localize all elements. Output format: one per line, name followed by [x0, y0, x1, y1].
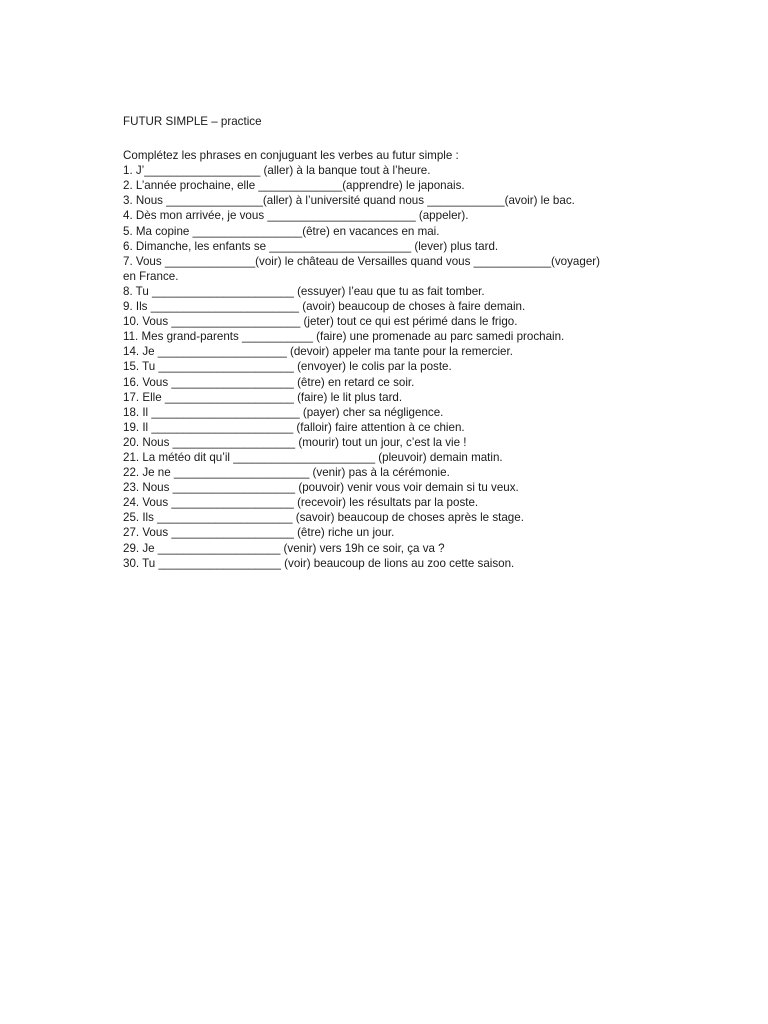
exercise-line: 25. Ils _____________________ (savoir) beaucoup de choses après le stage.	[123, 511, 524, 525]
exercise-line: 23. Nous ___________________ (pouvoir) venir vous voir demain si tu veux.	[123, 481, 519, 495]
exercise-line: 15. Tu _____________________ (envoyer) le colis par la poste.	[123, 360, 452, 374]
exercise-line: 20. Nous ___________________ (mourir) tout un jour, c’est la vie !	[123, 435, 467, 449]
exercise-line: 8. Tu ______________________ (essuyer) l’eau que tu as fait tomber.	[123, 284, 485, 298]
exercise-line: 19. Il ______________________ (falloir) faire attention à ce chien.	[123, 420, 465, 434]
exercise-line: 30. Tu ___________________ (voir) beaucoup de lions au zoo cette saison.	[123, 556, 515, 570]
exercise-line: 6. Dimanche, les enfants se ______________________ (lever) plus tard.	[123, 239, 499, 253]
exercise-line: 21. La météo dit qu’il ______________________ (pleuvoir) demain matin.	[123, 450, 503, 464]
exercise-line: 2. L’année prochaine, elle _____________(apprendre) le japonais.	[123, 179, 465, 193]
exercise-line: 7. Vous ______________(voir) le château de Versailles quand vous ____________(voyager)	[123, 254, 600, 268]
exercise-line: 3. Nous _______________(aller) à l’université quand nous ____________(avoir) le bac.	[123, 194, 575, 208]
exercise-line: 14. Je ____________________ (devoir) appeler ma tante pour la remercier.	[123, 345, 513, 359]
exercise-line-continuation: en France.	[123, 269, 179, 283]
exercise-list	[123, 163, 643, 571]
page-title: FUTUR SIMPLE – practice	[123, 115, 262, 128]
worksheet-content	[123, 114, 643, 571]
exercise-line: 1. J’__________________ (aller) à la banque tout à l’heure.	[123, 164, 431, 178]
spacer	[123, 129, 643, 148]
exercise-line: 24. Vous ___________________ (recevoir) les résultats par la poste.	[123, 496, 479, 510]
exercise-line: 17. Elle ____________________ (faire) le lit plus tard.	[123, 390, 403, 404]
exercise-line: 9. Ils _______________________ (avoir) beaucoup de choses à faire demain.	[123, 300, 526, 314]
exercise-line: 18. Il _______________________ (payer) cher sa négligence.	[123, 405, 444, 419]
exercise-line: 11. Mes grand-parents ___________ (faire) une promenade au parc samedi prochain.	[123, 330, 565, 344]
exercise-line: 29. Je ___________________ (venir) vers 19h ce soir, ça va ?	[123, 541, 445, 555]
exercise-line: 5. Ma copine _________________(être) en vacances en mai.	[123, 224, 440, 238]
exercise-line: 4. Dès mon arrivée, je vous _______________________ (appeler).	[123, 209, 469, 223]
exercise-line: 22. Je ne _____________________ (venir) pas à la cérémonie.	[123, 466, 450, 480]
exercise-line: 27. Vous ___________________ (être) riche un jour.	[123, 526, 395, 540]
exercise-line: 16. Vous ___________________ (être) en retard ce soir.	[123, 375, 415, 389]
exercise-line: 10. Vous ____________________ (jeter) tout ce qui est périmé dans le frigo.	[123, 315, 518, 329]
instruction-text: Complétez les phrases en conjuguant les verbes au futur simple :	[123, 149, 459, 163]
